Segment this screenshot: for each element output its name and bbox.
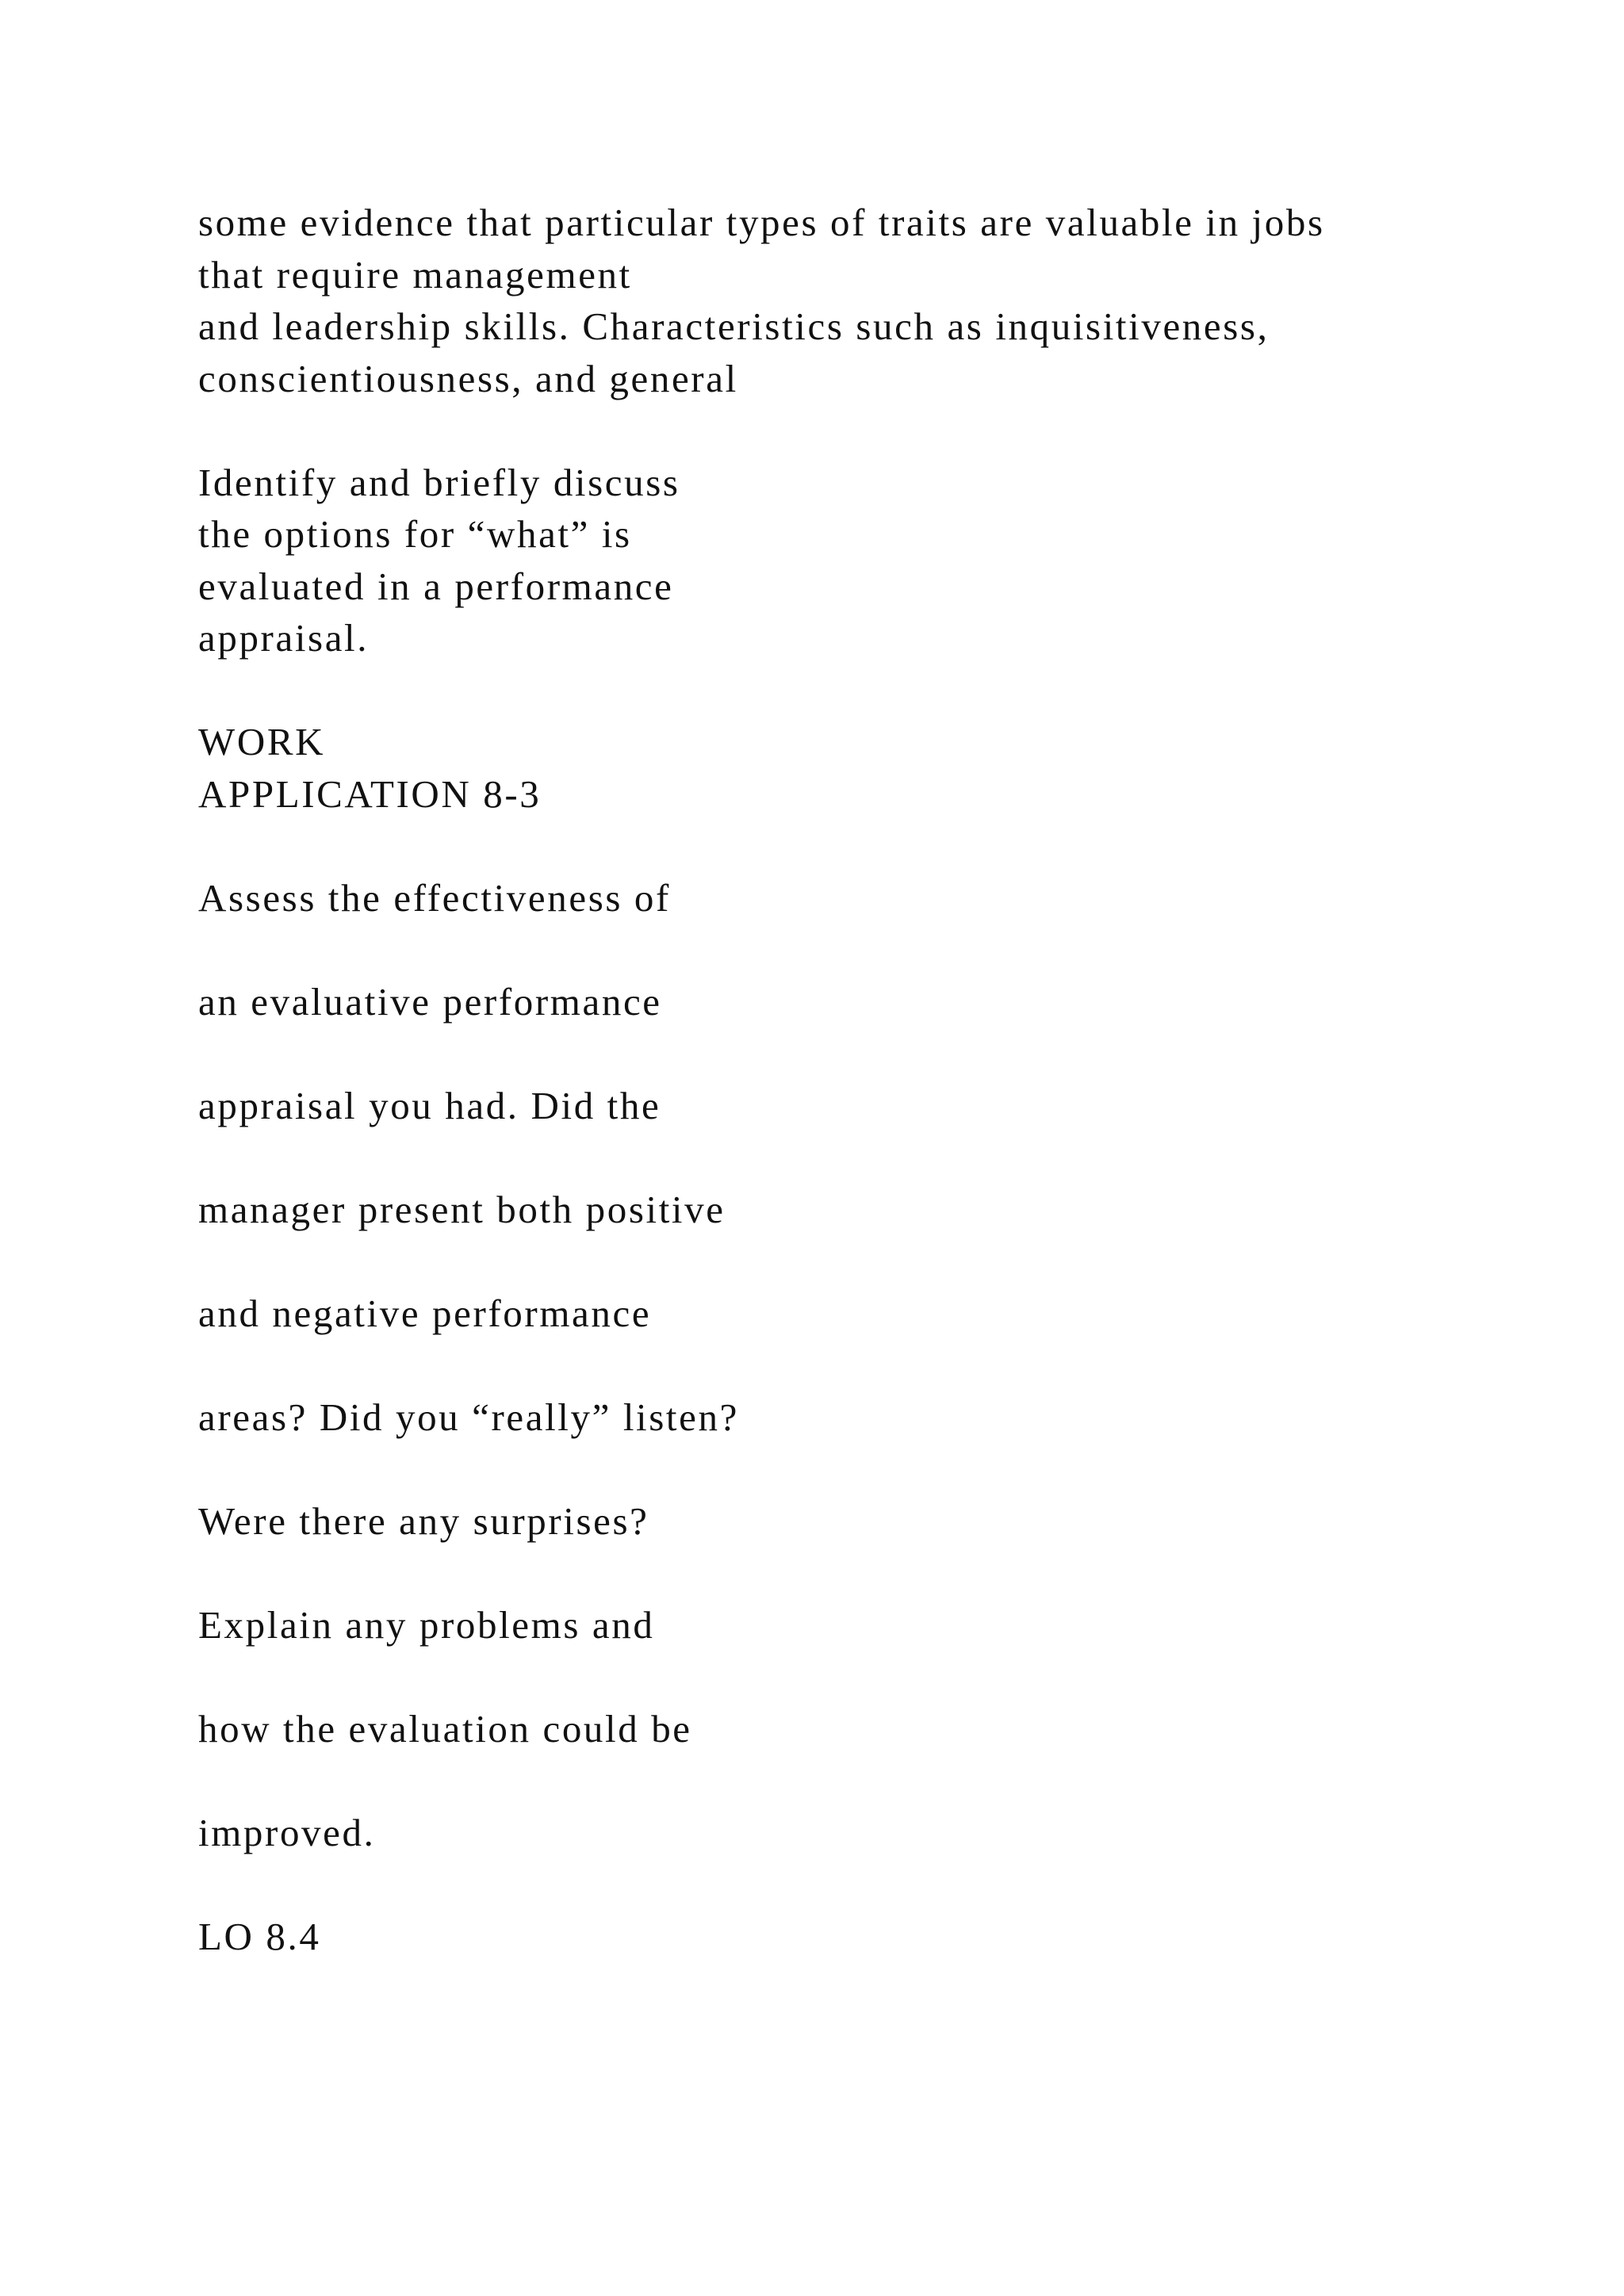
paragraph-gap [198,664,1546,717]
text-line: some evidence that particular types of traits are valuable in jobs [198,201,1325,244]
line-gap [198,1755,1546,1807]
line-gap [198,1235,1546,1288]
line-gap [198,1131,1546,1184]
text-line: and negative performance [198,1291,652,1335]
text-column [198,197,1546,1962]
line-gap [198,1547,1546,1599]
text-line: an evaluative performance [198,979,662,1024]
paragraph-gap [198,404,1546,457]
text-line: evaluated in a performance [198,564,674,608]
heading-line: WORK [198,720,326,763]
work-application-body [198,872,1546,1911]
text-line: the options for “what” is [198,512,632,556]
paragraph-gap [198,820,1546,872]
text-line: appraisal. [198,616,370,660]
line-gap [198,1858,1546,1911]
learning-outcome-label: LO 8.4 [198,1914,321,1958]
text-line: improved. [198,1810,376,1854]
line-gap [198,1339,1546,1391]
text-line: areas? Did you “really” listen? [198,1395,739,1439]
line-gap [198,1443,1546,1495]
line-gap [198,1027,1546,1080]
text-line: that require management [198,252,632,297]
heading-line: APPLICATION 8-3 [198,771,542,816]
text-line: Were there any surprises? [198,1498,649,1543]
text-line: manager present both positive [198,1187,726,1231]
line-gap [198,1651,1546,1703]
text-line: Identify and briefly discuss [198,460,680,504]
text-line: how the evaluation could be [198,1706,692,1751]
text-line: appraisal you had. Did the [198,1083,661,1127]
line-gap [198,924,1546,976]
work-application-heading [198,716,1546,820]
text-line: Assess the effectiveness of [198,875,671,920]
text-line: and leadership skills. Characteristics such as inquisitiveness, [198,304,1270,348]
margin-question [198,457,1546,664]
traits-paragraph [198,197,1546,404]
text-line: conscientiousness, and general [198,356,738,400]
text-line: Explain any problems and [198,1602,655,1647]
